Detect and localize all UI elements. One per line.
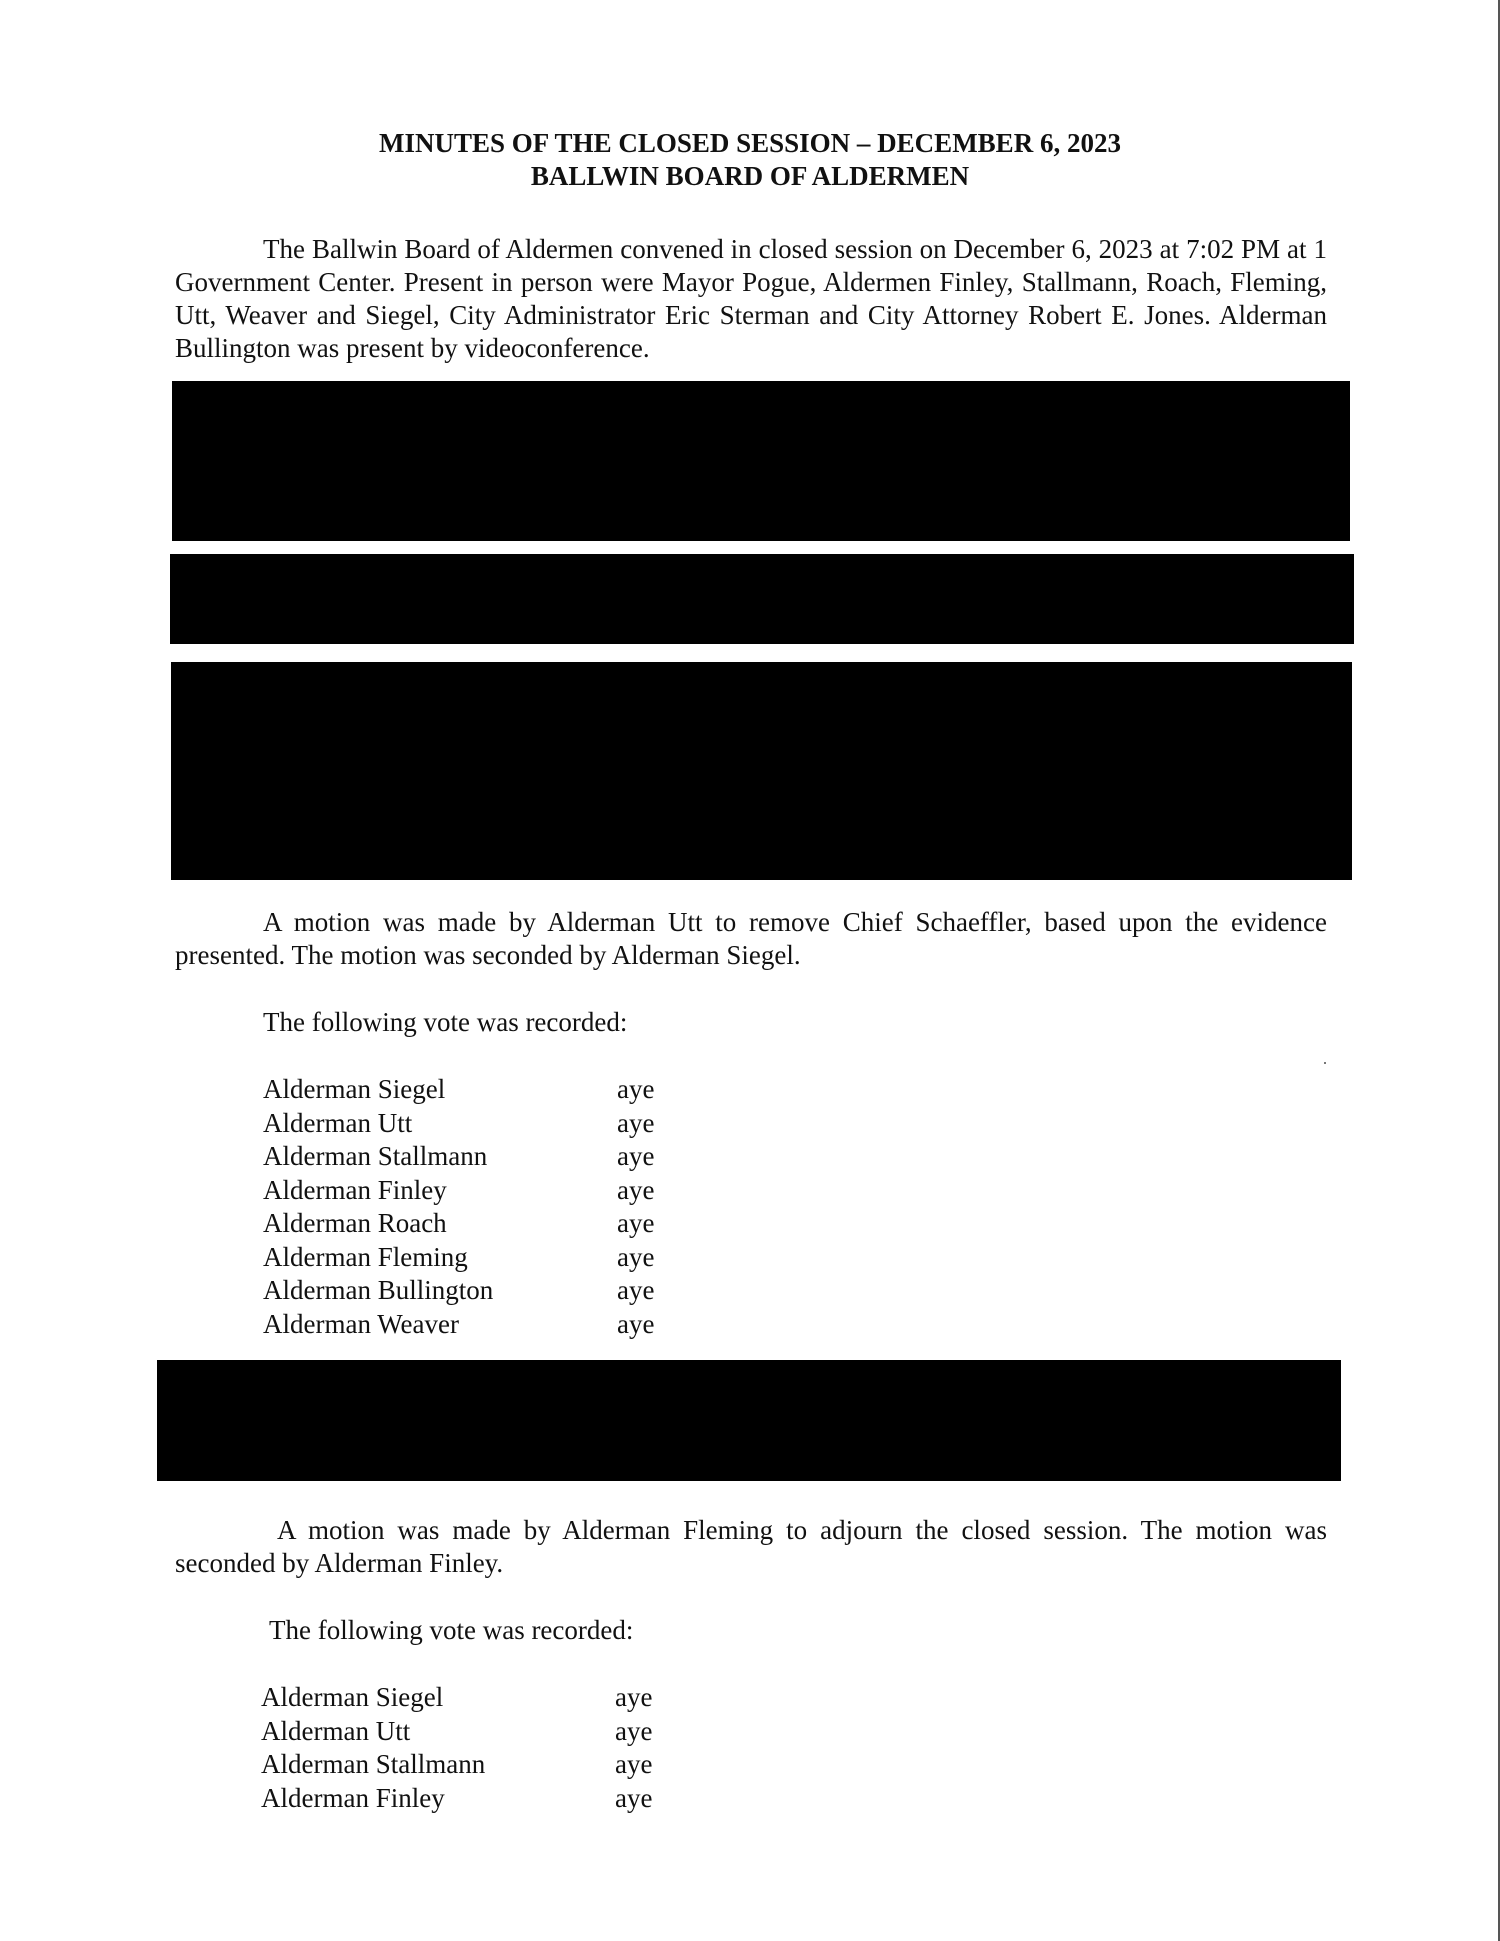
voter-name: Alderman Finley: [263, 1174, 447, 1205]
vote-row: [263, 1241, 697, 1275]
vote-value: aye: [617, 1208, 655, 1238]
document-title: MINUTES OF THE CLOSED SESSION – DECEMBER 6, 2023: [379, 128, 1121, 158]
voter-name: Alderman Roach: [263, 1208, 447, 1238]
vote-row: [263, 1107, 697, 1141]
vote-row: [263, 1308, 697, 1342]
voter-name: Alderman Siegel: [263, 1074, 446, 1104]
voter-name: Alderman Fleming: [263, 1241, 468, 1272]
vote-row: [261, 1715, 695, 1749]
vote-row: [263, 1140, 697, 1174]
redaction-block-3: [171, 662, 1352, 880]
vote-value: aye: [617, 1241, 655, 1272]
redaction-block-4: [157, 1360, 1341, 1481]
vote-row: [263, 1174, 697, 1208]
vote-intro-1: The following vote was recorded:: [263, 1007, 628, 1037]
voter-name: Alderman Weaver: [263, 1308, 459, 1339]
intro-paragraph: The Ballwin Board of Aldermen convened in closed session on December 6, 2023 at 7:02 PM at 1 Government Center. Present in person were Mayor Pogue, Aldermen Finley, Stallmann, Roach, Fleming, Utt, Weaver and Siegel, City Administrator Eric Sterman and City Attorney Robert E. Jones. Alderman Bullington was present by videoconference.: [175, 234, 1327, 363]
vote-value: aye: [617, 1141, 655, 1171]
voter-name: Alderman Stallmann: [263, 1141, 488, 1171]
vote-value: aye: [615, 1782, 653, 1813]
vote-table-1: [263, 1073, 697, 1341]
vote-value: aye: [617, 1174, 655, 1205]
vote-value: aye: [615, 1682, 653, 1712]
vote-value: aye: [617, 1107, 655, 1138]
voter-name: Alderman Finley: [261, 1782, 445, 1813]
voter-name: Alderman Bullington: [263, 1275, 494, 1305]
scan-speck: [1324, 1062, 1326, 1064]
vote-row: [263, 1274, 697, 1308]
vote-value: aye: [617, 1074, 655, 1104]
vote-value: aye: [615, 1715, 653, 1746]
motion-paragraph-1: A motion was made by Alderman Utt to remove Chief Schaeffler, based upon the evidence presented. The motion was seconded by Alderman Siegel.: [175, 907, 1327, 970]
vote-value: aye: [617, 1275, 655, 1305]
voter-name: Alderman Siegel: [261, 1682, 444, 1712]
vote-row: [263, 1073, 697, 1107]
vote-value: aye: [617, 1308, 655, 1339]
vote-intro-2: The following vote was recorded:: [269, 1615, 634, 1645]
document-subtitle: BALLWIN BOARD OF ALDERMEN: [530, 161, 970, 191]
voter-name: Alderman Stallmann: [261, 1749, 486, 1779]
voter-name: Alderman Utt: [261, 1715, 411, 1746]
motion-paragraph-2: [175, 1514, 1327, 1580]
redaction-block-2: [170, 554, 1354, 644]
vote-row: [261, 1748, 695, 1782]
motion-2-text: A motion was made by Alderman Fleming to adjourn the closed session. The motion was seconded by Alderman Finley.: [175, 1515, 1327, 1578]
redaction-block-1: [172, 381, 1350, 541]
vote-row: [261, 1782, 695, 1816]
vote-value: aye: [615, 1749, 653, 1779]
voter-name: Alderman Utt: [263, 1107, 413, 1138]
vote-row: [263, 1207, 697, 1241]
vote-table-2: [261, 1681, 695, 1815]
vote-row: [261, 1681, 695, 1715]
